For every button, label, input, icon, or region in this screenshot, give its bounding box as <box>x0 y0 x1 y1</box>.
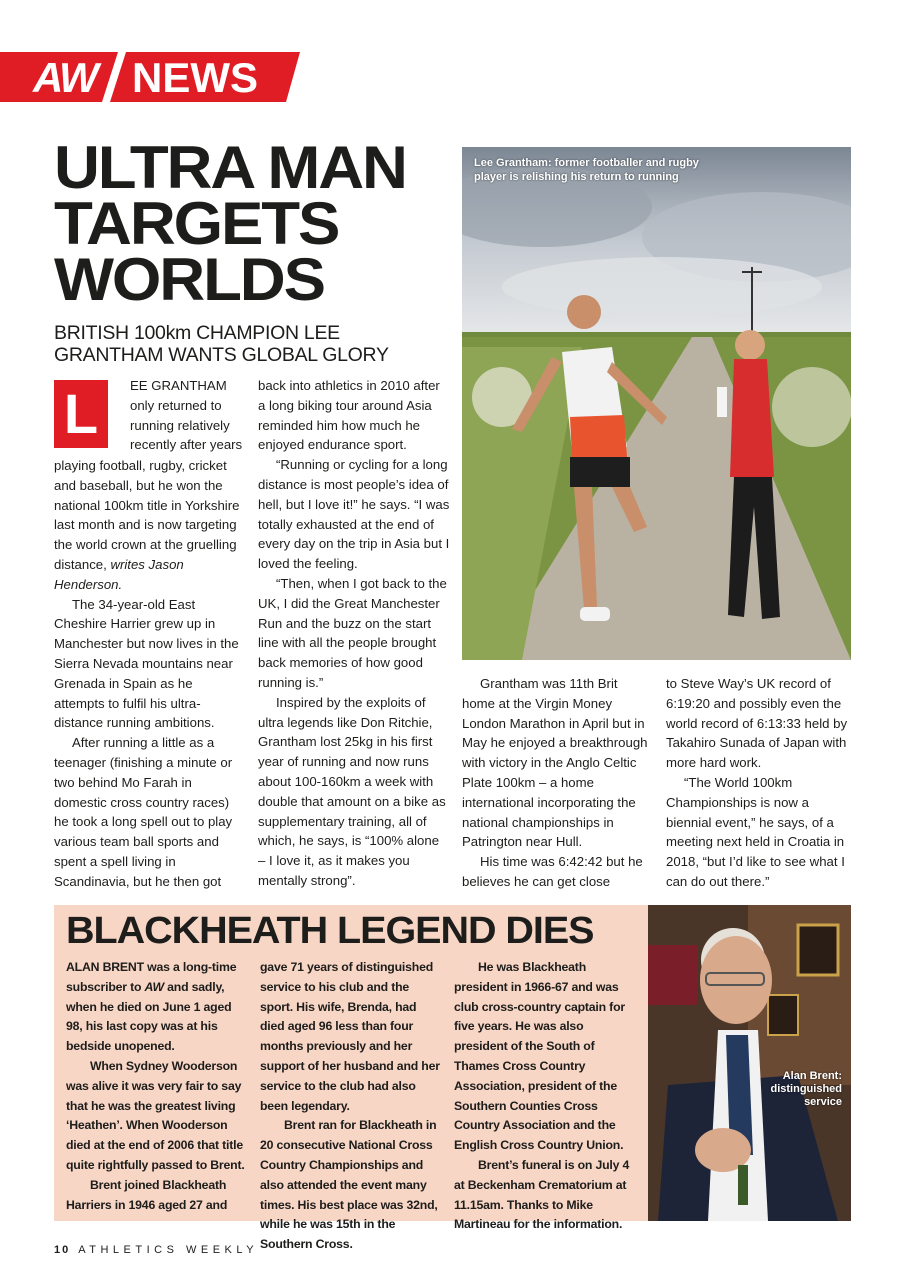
paragraph: Brent’s funeral is on July 4 at Beckenham Crematorium at 11.15am. Thanks to Mike Martineau for the information. <box>454 1157 630 1232</box>
alan-brent-photo <box>648 905 851 1221</box>
article-column-1 <box>54 456 246 892</box>
paragraph: Brent ran for Blackheath in 20 consecutive National Cross Country Championships and also attended the event many times. His best place was 32nd, while he was 15th in the Southern Cross. <box>260 1118 438 1252</box>
headline <box>54 134 454 313</box>
intro-line-4: recently after years <box>130 437 243 453</box>
col1-intro-lines <box>130 376 250 455</box>
article-column-3 <box>462 674 654 892</box>
runner-photo-caption: Lee Grantham: former footballer and rugby player is relishing his return to running <box>474 157 699 183</box>
alan-brent-photo-illustration <box>648 905 851 1221</box>
headline-line-1: ULTRA MAN <box>54 134 406 201</box>
section-banner <box>0 52 300 102</box>
paragraph: “Then, when I got back to the UK, I did the Great Manchester Run and the buzz on the start line with all the people brought back memories of how good running is.” <box>258 575 447 690</box>
aw-italic: AW <box>144 979 164 994</box>
paragraph <box>66 958 246 1057</box>
runner-photo-illustration <box>462 147 851 660</box>
page-footer <box>54 1244 258 1256</box>
paragraph: After running a little as a teenager (finishing a minute or two behind Mo Farah in domestic cross country races) he took a long spell out to play various team ball sports and spent a spell living in Scandinavia, but he then got <box>54 735 233 889</box>
paragraph <box>54 456 246 595</box>
drop-cap: L <box>54 380 108 448</box>
paragraph: Inspired by the exploits of ultra legends like Don Ritchie, Grantham lost 25kg in his first year of running and now runs about 100-160km a week with double that amount on a bike as supplementary training, all of which, he says, is “100% alone – I love it, as it makes you mentally strong”. <box>258 694 446 888</box>
paragraph-text: and sadly, when he died on June 1 aged 98, his last copy was at his bedside unopened. <box>66 979 232 1054</box>
article-column-2 <box>258 376 450 891</box>
paragraph: The 34-year-old East Cheshire Harrier grew up in Manchester but now lives in the Sierra Nevada mountains near Grenada in Spain as he attempts to fulfil his ultra-distance running ambitions. <box>54 596 239 731</box>
headline-line-3: WORLDS <box>54 246 324 313</box>
paragraph: to Steve Way’s UK record of 6:19:20 and possibly even the world record of 6:13:33 held by Takahiro Sunada of Japan with more hard work. <box>666 676 848 771</box>
paragraph: “Running or cycling for a long distance is most people’s idea of hell, but I love it!” he says. “I was totally exhausted at the end of every day on the trip in Asia but I loved the feeling. <box>258 457 450 572</box>
standfirst: BRITISH 100km CHAMPION LEE GRANTHAM WANTS GLOBAL GLORY <box>54 322 389 366</box>
paragraph: His time was 6:42:42 but he believes he can get close <box>462 854 643 889</box>
publication-title: ATHLETICS WEEKLY <box>78 1244 259 1256</box>
banner-aw-logo: AW <box>33 54 97 101</box>
blackheath-column-1 <box>66 958 246 1215</box>
intro-line-3: running relatively <box>130 417 230 433</box>
blackheath-column-3 <box>454 958 640 1235</box>
banner-news-label: NEWS <box>132 54 258 101</box>
runner-photo <box>462 147 851 660</box>
paragraph-text: ALAN BRENT was a long-time subscriber to <box>66 960 237 994</box>
byline: writes Jason Henderson. <box>54 556 184 592</box>
paragraph: gave 71 years of distinguished service to his club and the sport. His wife, Brenda, had died aged 96 less than four months previously and her support of her husband and her service to the club had also been legendary. <box>260 960 440 1113</box>
paragraph: When Sydney Wooderson was alive it was very fair to say that he was the greatest living ‘Heathen’. When Wooderson died at the end of 2006 that title quite rightfully passed to Brent. <box>66 1058 245 1172</box>
intro-line-1: EE GRANTHAM <box>130 378 227 393</box>
blackheath-title: BLACKHEATH LEGEND DIES <box>66 910 594 952</box>
intro-line-2: only returned to <box>130 397 222 413</box>
article-column-4 <box>666 674 852 892</box>
paragraph: Brent joined Blackheath Harriers in 1946 aged 27 and <box>66 1177 228 1212</box>
paragraph: Grantham was 11th Brit home at the Virgin Money London Marathon in April but in May he enjoyed a breakthrough with victory in the Anglo Celtic Plate 100km – a home international incorporating the national championships in Patrington near Hull. <box>462 676 648 850</box>
paragraph: back into athletics in 2010 after a long biking tour around Asia reminded him how much he enjoyed endurance sport. <box>258 378 440 453</box>
paragraph-text: playing football, rugby, cricket and baseball, but he won the national 100km title in Yorkshire last month and is now targeting the world crown at the gruelling distance, <box>54 458 240 572</box>
blackheath-column-2 <box>260 958 440 1255</box>
page-number: 10 <box>54 1244 71 1256</box>
paragraph: “The World 100km Championships is now a biennial event,” he says, of a meeting next held in Croatia in 2018, “but I’d like to see what I can do out there.” <box>666 774 845 889</box>
paragraph: He was Blackheath president in 1966-67 and was club cross-country captain for five years. He was also president of the South of Thames Cross Country Association, president of the Southern Counties Cross Country Association and the English Cross Country Union. <box>454 960 625 1153</box>
headline-line-2: TARGETS <box>54 190 339 257</box>
alan-brent-photo-caption: Alan Brent: distinguished service <box>770 1070 842 1108</box>
